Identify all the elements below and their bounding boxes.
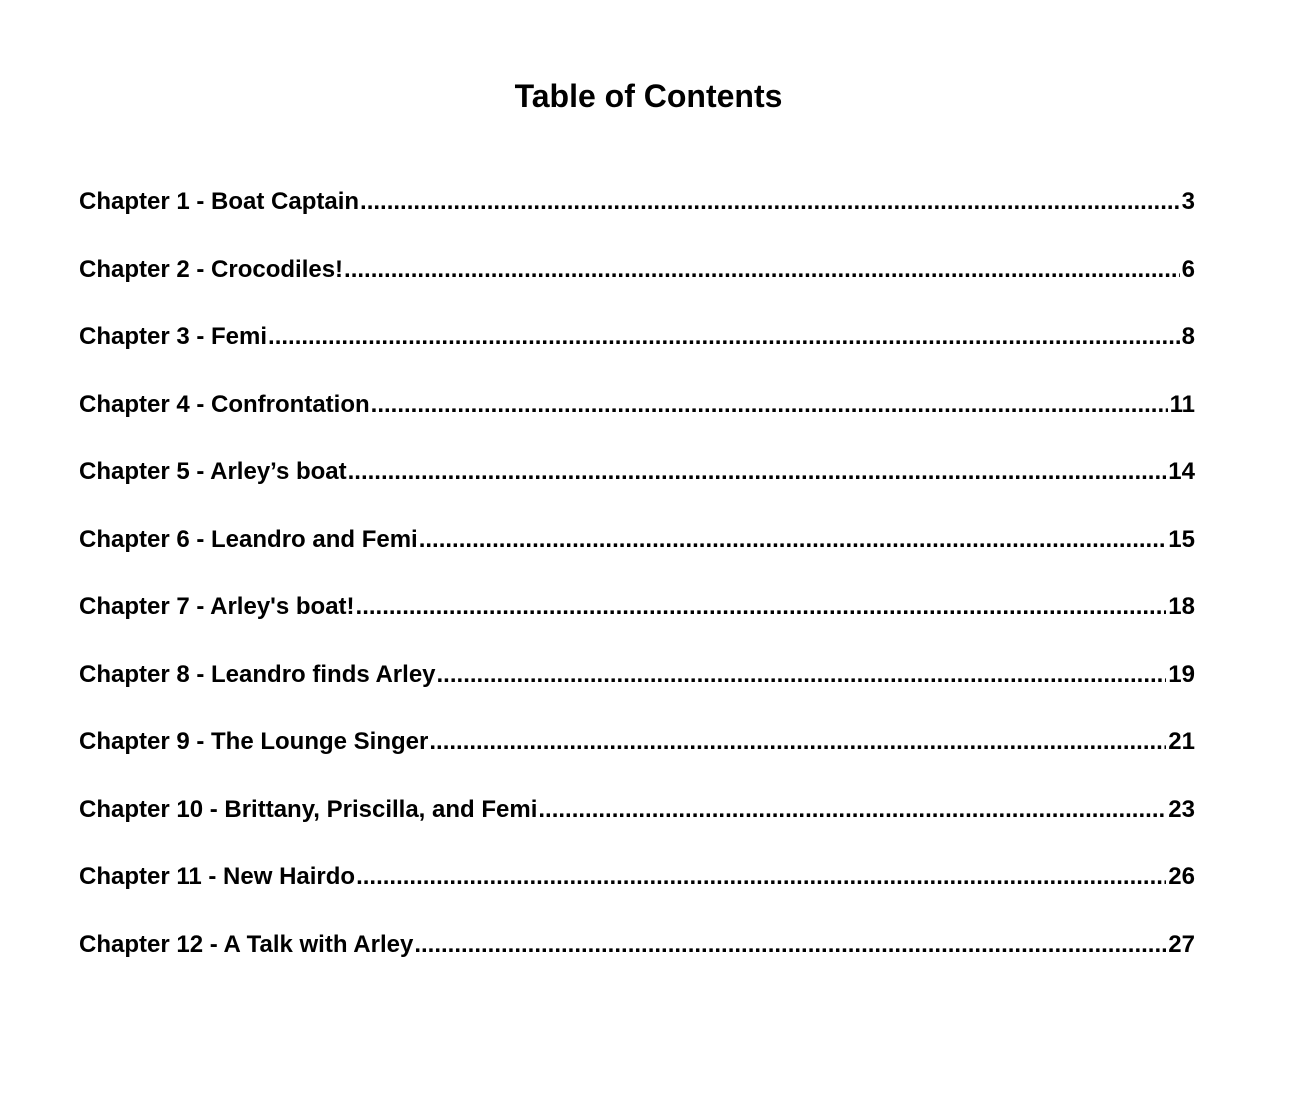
toc-entry-chapter-10[interactable] bbox=[79, 790, 1195, 858]
toc-dot-leader bbox=[348, 452, 1167, 492]
toc-dot-leader bbox=[344, 250, 1180, 290]
toc-entry-chapter-7[interactable] bbox=[79, 587, 1195, 655]
toc-entry-chapter-1[interactable] bbox=[79, 182, 1195, 250]
toc-entry-page-number: 18 bbox=[1168, 593, 1195, 620]
toc-entry-label: Chapter 1 - Boat Captain bbox=[79, 188, 360, 215]
toc-entry-page-number: 23 bbox=[1168, 795, 1195, 823]
toc-entry-chapter-3[interactable] bbox=[79, 317, 1195, 385]
toc-entry-label: Chapter 10 - Brittany, Priscilla, and Femi bbox=[79, 795, 538, 823]
toc-entry-chapter-2[interactable] bbox=[79, 250, 1195, 318]
toc-entry-label: Chapter 9 - The Lounge Singer bbox=[79, 728, 429, 755]
toc-entry-chapter-5[interactable] bbox=[79, 452, 1195, 520]
toc-entry-label: Chapter 8 - Leandro finds Arley bbox=[79, 660, 436, 688]
toc-entry-page-number: 26 bbox=[1168, 863, 1195, 890]
toc-entry-chapter-6[interactable] bbox=[79, 520, 1195, 588]
toc-entry-page-number: 14 bbox=[1168, 458, 1195, 485]
toc-dot-leader bbox=[371, 385, 1168, 425]
toc-entry-label: Chapter 2 - Crocodiles! bbox=[79, 255, 344, 283]
toc-entry-chapter-11[interactable] bbox=[79, 857, 1195, 925]
toc-entry-page-number: 3 bbox=[1181, 188, 1195, 215]
toc-dot-leader bbox=[414, 925, 1166, 965]
toc-dot-leader bbox=[356, 587, 1167, 627]
toc-entry-chapter-12[interactable] bbox=[79, 925, 1195, 993]
toc-entry-label: Chapter 4 - Confrontation bbox=[79, 390, 370, 418]
toc-dot-leader bbox=[356, 857, 1166, 897]
toc-entry-page-number: 6 bbox=[1181, 255, 1195, 283]
page-title: Table of Contents bbox=[514, 78, 783, 114]
toc-entry-page-number: 15 bbox=[1168, 525, 1195, 553]
toc-entry-label: Chapter 6 - Leandro and Femi bbox=[79, 525, 418, 553]
toc-entry-page-number: 27 bbox=[1168, 930, 1195, 958]
toc-entry-label: Chapter 3 - Femi bbox=[79, 323, 268, 350]
toc-entry-chapter-4[interactable] bbox=[79, 385, 1195, 453]
toc-dot-leader bbox=[419, 520, 1167, 560]
toc-dot-leader bbox=[437, 655, 1167, 695]
toc-entry-label: Chapter 7 - Arley's boat! bbox=[79, 593, 355, 620]
toc-entry-chapter-9[interactable] bbox=[79, 722, 1195, 790]
toc-entry-page-number: 19 bbox=[1168, 660, 1195, 688]
toc-entry-label: Chapter 12 - A Talk with Arley bbox=[79, 930, 414, 958]
toc-dot-leader bbox=[268, 317, 1180, 357]
toc-entry-chapter-8[interactable] bbox=[79, 655, 1195, 723]
toc-entry-page-number: 11 bbox=[1169, 390, 1195, 418]
toc-entry-page-number: 21 bbox=[1168, 728, 1195, 755]
toc-entry-page-number: 8 bbox=[1181, 323, 1195, 350]
toc-dot-leader bbox=[429, 722, 1166, 762]
toc-dot-leader bbox=[538, 790, 1166, 830]
toc-list bbox=[79, 182, 1195, 992]
toc-dot-leader bbox=[360, 182, 1180, 222]
toc-entry-label: Chapter 5 - Arley’s boat bbox=[79, 458, 347, 485]
toc-entry-label: Chapter 11 - New Hairdo bbox=[79, 863, 356, 890]
